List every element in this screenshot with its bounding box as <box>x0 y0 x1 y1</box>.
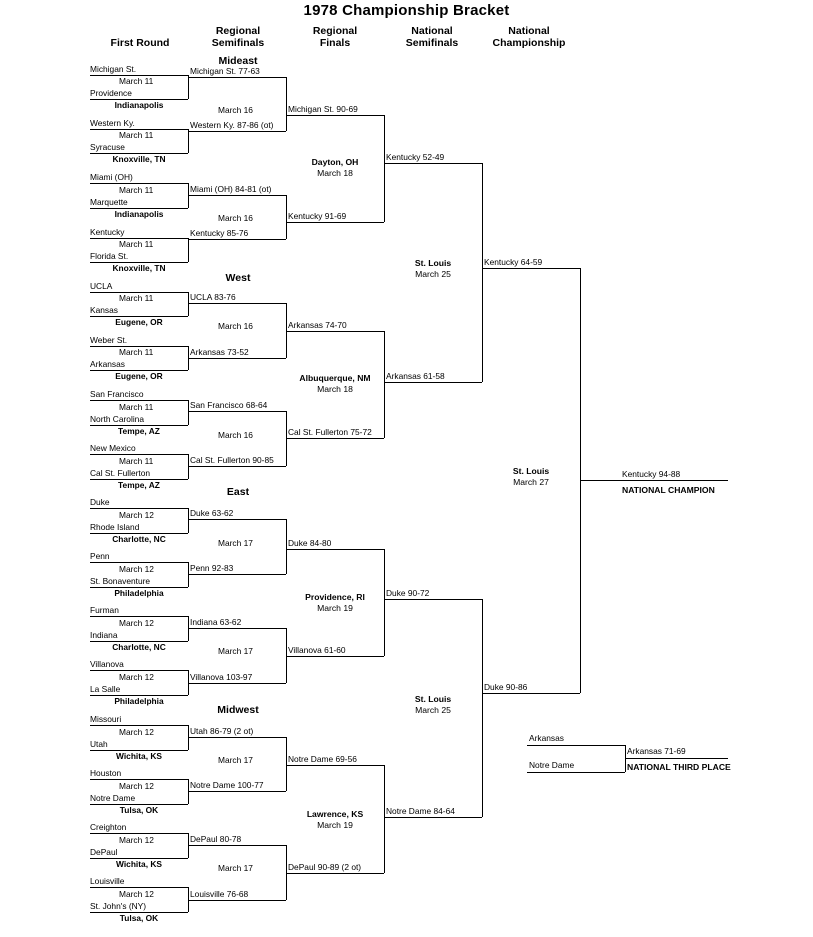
game-date: March 12 <box>119 781 154 791</box>
game-date: March 16 <box>218 213 253 223</box>
game-result: Arkansas 61-58 <box>386 371 445 381</box>
game-site: Indianapolis <box>114 209 164 219</box>
game-site: Philadelphia <box>114 696 164 706</box>
game-date: March 12 <box>119 672 154 682</box>
column-header-first-round: First Round <box>110 37 170 49</box>
game-date: March 12 <box>119 618 154 628</box>
site-name: Lawrence, KS <box>306 809 364 819</box>
game-result: DePaul 80-78 <box>190 834 242 844</box>
regional-final-site <box>286 373 384 395</box>
game-result: UCLA 83-76 <box>190 292 236 302</box>
game-result: Michigan St. 77-63 <box>190 66 260 76</box>
team-name: UCLA <box>90 281 113 291</box>
site-date: March 19 <box>317 603 353 613</box>
game-site: Eugene, OR <box>115 317 163 327</box>
game-result: Indiana 63-62 <box>190 617 242 627</box>
game-date: March 16 <box>218 430 253 440</box>
site-name: Providence, RI <box>305 592 365 602</box>
game-date: March 11 <box>119 76 154 86</box>
team-name: Louisville <box>90 876 125 886</box>
game-date: March 11 <box>119 456 154 466</box>
game-site: Tempe, AZ <box>118 426 160 436</box>
game-result: Duke 84-80 <box>288 538 332 548</box>
game-date: March 11 <box>119 130 154 140</box>
column-header-line1: Regional <box>215 25 261 37</box>
game-result: Cal St. Fullerton 90-85 <box>190 455 274 465</box>
national-championship-site <box>482 466 580 488</box>
team-name: Utah <box>90 739 108 749</box>
column-header-regional-finals <box>289 25 381 49</box>
game-result: Kentucky 85-76 <box>190 228 249 238</box>
game-result: Arkansas 73-52 <box>190 347 249 357</box>
team-name: Florida St. <box>90 251 129 261</box>
team-name: North Carolina <box>90 414 144 424</box>
team-name: San Francisco <box>90 389 144 399</box>
site-name: St. Louis <box>512 466 550 476</box>
team-name: Marquette <box>90 197 128 207</box>
team-name: Missouri <box>90 714 122 724</box>
game-site: Wichita, KS <box>116 859 162 869</box>
site-date: March 25 <box>415 705 451 715</box>
column-header-line1: National <box>508 25 550 37</box>
team-name: Notre Dame <box>529 760 575 770</box>
team-name: New Mexico <box>90 443 136 453</box>
column-header-regional-semifinals <box>192 25 284 49</box>
champion-label: NATIONAL CHAMPION <box>622 485 715 495</box>
team-name: Providence <box>90 88 132 98</box>
site-date: March 18 <box>317 384 353 394</box>
game-date: March 11 <box>119 293 154 303</box>
game-result: Kentucky 91-69 <box>288 211 347 221</box>
game-date: March 11 <box>119 347 154 357</box>
game-date: March 12 <box>119 510 154 520</box>
game-date: March 12 <box>119 727 154 737</box>
column-header-line2: Semifinals <box>211 37 265 49</box>
team-name: Indiana <box>90 630 118 640</box>
team-name: St. Bonaventure <box>90 576 151 586</box>
game-result: Penn 92-83 <box>190 563 234 573</box>
game-site: Charlotte, NC <box>112 534 166 544</box>
game-date: March 12 <box>119 889 154 899</box>
site-date: March 25 <box>415 269 451 279</box>
regional-final-site <box>286 157 384 179</box>
team-name: Villanova <box>90 659 124 669</box>
team-name: St. John's (NY) <box>90 901 147 911</box>
game-date: March 16 <box>218 105 253 115</box>
site-date: March 27 <box>513 477 549 487</box>
game-site: Tulsa, OK <box>119 805 159 815</box>
game-result: Notre Dame 100-77 <box>190 780 264 790</box>
game-result: Villanova 61-60 <box>288 645 346 655</box>
column-header-line2: Semifinals <box>405 37 459 49</box>
team-name: Kansas <box>90 305 118 315</box>
game-result: Villanova 103-97 <box>190 672 253 682</box>
team-name: Houston <box>90 768 122 778</box>
game-site: Knoxville, TN <box>112 263 166 273</box>
national-semifinal-site <box>384 258 482 280</box>
team-name: Arkansas <box>90 359 125 369</box>
national-semifinal-site <box>384 694 482 716</box>
team-name: Weber St. <box>90 335 128 345</box>
region-label-west: West <box>225 272 251 284</box>
column-header-national-semifinals <box>386 25 478 49</box>
team-name: Western Ky. <box>90 118 135 128</box>
team-name: Syracuse <box>90 142 125 152</box>
game-date: March 11 <box>119 402 154 412</box>
team-name: Furman <box>90 605 119 615</box>
team-name: La Salle <box>90 684 121 694</box>
team-name: Miami (OH) <box>90 172 133 182</box>
team-name: Penn <box>90 551 110 561</box>
game-result: Duke 90-72 <box>386 588 430 598</box>
game-site: Wichita, KS <box>116 751 162 761</box>
site-date: March 18 <box>317 168 353 178</box>
game-date: March 17 <box>218 863 253 873</box>
team-name: Notre Dame <box>90 793 136 803</box>
game-result: Duke 63-62 <box>190 508 234 518</box>
game-date: March 11 <box>119 239 154 249</box>
team-name: Duke <box>90 497 110 507</box>
region-label-east: East <box>226 486 250 498</box>
regional-final-site <box>286 809 384 831</box>
team-name: DePaul <box>90 847 118 857</box>
team-name: Rhode Island <box>90 522 140 532</box>
regional-final-site <box>286 592 384 614</box>
game-date: March 11 <box>119 185 154 195</box>
game-result: San Francisco 68-64 <box>190 400 268 410</box>
game-result: Notre Dame 84-64 <box>386 806 455 816</box>
column-header-national-championship <box>483 25 575 49</box>
game-result: Cal St. Fullerton 75-72 <box>288 427 372 437</box>
page-title: 1978 Championship Bracket <box>303 2 510 19</box>
game-site: Philadelphia <box>114 588 164 598</box>
region-label-mideast: Mideast <box>218 55 258 67</box>
game-result: Utah 86-79 (2 ot) <box>190 726 254 736</box>
game-site: Knoxville, TN <box>112 154 166 164</box>
column-header-line1: Regional <box>312 25 358 37</box>
third-place-label: NATIONAL THIRD PLACE <box>627 762 731 772</box>
game-result: Michigan St. 90-69 <box>288 104 358 114</box>
game-result: Arkansas 74-70 <box>288 320 347 330</box>
game-result: Notre Dame 69-56 <box>288 754 357 764</box>
site-name: Dayton, OH <box>311 157 359 167</box>
column-header-line1: National <box>411 25 453 37</box>
game-site: Indianapolis <box>114 100 164 110</box>
game-result: Miami (OH) 84-81 (ot) <box>190 184 272 194</box>
game-date: March 17 <box>218 755 253 765</box>
site-name: St. Louis <box>414 694 452 704</box>
team-name: Cal St. Fullerton <box>90 468 151 478</box>
site-name: Albuquerque, NM <box>299 373 371 383</box>
game-date: March 12 <box>119 835 154 845</box>
champion-result: Kentucky 94-88 <box>622 469 681 479</box>
game-result: Louisville 76-68 <box>190 889 249 899</box>
game-site: Eugene, OR <box>115 371 163 381</box>
game-result: DePaul 90-89 (2 ot) <box>288 862 362 872</box>
game-date: March 16 <box>218 321 253 331</box>
site-name: St. Louis <box>414 258 452 268</box>
game-result: Kentucky 64-59 <box>484 257 543 267</box>
game-date: March 17 <box>218 646 253 656</box>
game-site: Tempe, AZ <box>118 480 160 490</box>
column-header-line2: Finals <box>319 37 351 49</box>
third-place-result: Arkansas 71-69 <box>627 746 686 756</box>
column-header-line2: Championship <box>492 37 566 49</box>
game-result: Kentucky 52-49 <box>386 152 445 162</box>
team-name: Creighton <box>90 822 127 832</box>
game-site: Charlotte, NC <box>112 642 166 652</box>
game-site: Tulsa, OK <box>119 913 159 923</box>
game-date: March 17 <box>218 538 253 548</box>
site-date: March 19 <box>317 820 353 830</box>
team-name: Kentucky <box>90 227 125 237</box>
game-date: March 12 <box>119 564 154 574</box>
team-name: Michigan St. <box>90 64 137 74</box>
team-name: Arkansas <box>529 733 564 743</box>
game-result: Duke 90-86 <box>484 682 528 692</box>
game-result: Western Ky. 87-86 (ot) <box>190 120 274 130</box>
region-label-midwest: Midwest <box>217 704 259 716</box>
